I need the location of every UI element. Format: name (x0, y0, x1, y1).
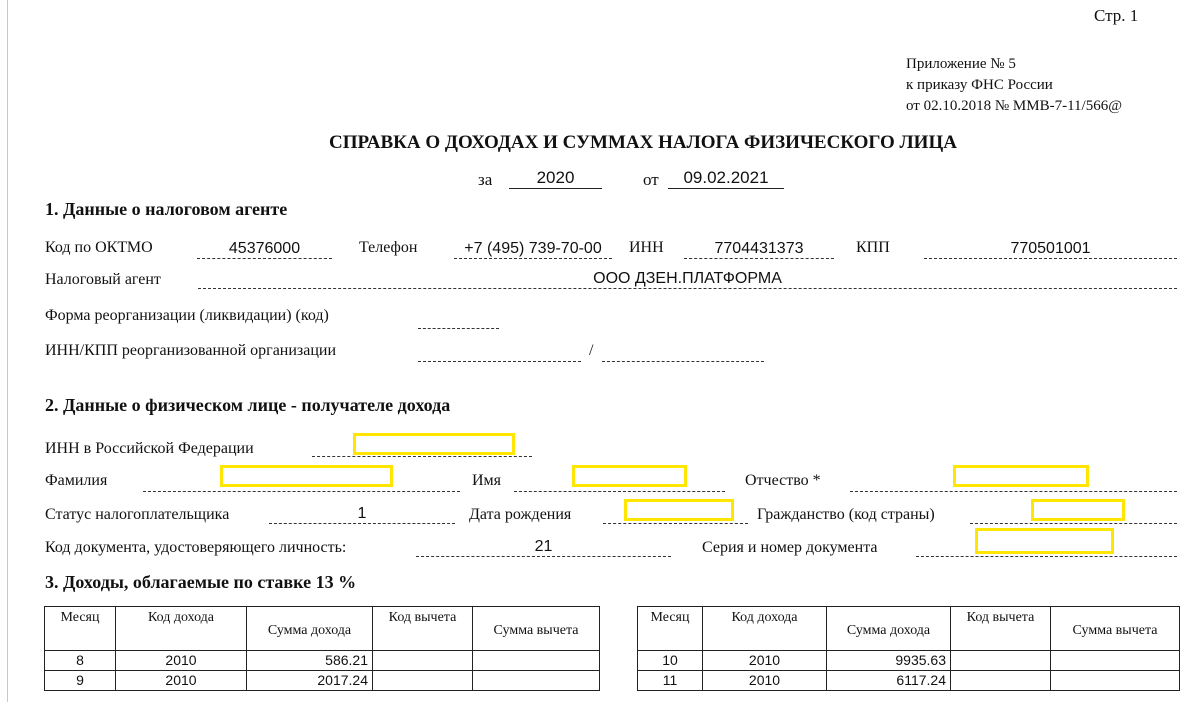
phone-label: Телефон (359, 239, 418, 256)
tax-agent-value: ООО ДЗЕН.ПЛАТФОРМА (198, 269, 1177, 289)
redaction-box-patronymic (953, 465, 1089, 487)
oktmo-label: Код по ОКТМО (45, 239, 153, 256)
taxpayer-status-label: Статус налогоплательщика (45, 506, 230, 523)
period-za-label: за (478, 170, 493, 189)
redaction-box-citizenship (1031, 499, 1125, 521)
cell-deduction-code (951, 671, 1051, 691)
cell-deduction-amount (1051, 651, 1180, 671)
appendix-line-1: Приложение № 5 (906, 56, 1016, 72)
tax-agent-label: Налоговый агент (45, 271, 161, 288)
col-header-income-amount: Сумма дохода (247, 607, 373, 651)
cell-income-code: 2010 (116, 671, 247, 691)
appendix-line-3: от 02.10.2018 № ММВ-7-11/566@ (906, 98, 1123, 114)
birth-date-label: Дата рождения (469, 506, 572, 523)
kpp-value: 770501001 (924, 239, 1177, 259)
reorg-form-value (418, 309, 499, 329)
section2-heading: 2. Данные о физическом лице - получателе дохода (45, 395, 451, 415)
name-label: Имя (472, 472, 502, 489)
col-header-month: Месяц (45, 607, 116, 651)
document-title: СПРАВКА О ДОХОДАХ И СУММАХ НАЛОГА ФИЗИЧЕСКОГО ЛИЦА (329, 132, 957, 153)
cell-deduction-amount (473, 671, 600, 691)
taxpayer-status-value: 1 (269, 504, 455, 524)
cell-deduction-amount (1051, 671, 1180, 691)
reorg-kpp-value (602, 342, 764, 362)
page-number: Стр. 1 (1094, 6, 1139, 25)
section3-heading: 3. Доходы, облагаемые по ставке 13 % (45, 572, 357, 592)
citizenship-label: Гражданство (код страны) (757, 506, 935, 523)
col-header-income-code: Код дохода (116, 607, 247, 651)
table-row (638, 671, 1180, 691)
col-header-deduction-amount: Сумма вычета (473, 607, 600, 651)
redaction-box-birth-date (624, 499, 734, 521)
col-header-deduction-code: Код вычета (951, 607, 1051, 651)
reorg-form-label: Форма реорганизации (ликвидации) (код) (45, 307, 329, 324)
period-ot-label: от (643, 170, 659, 189)
appendix-line-2: к приказу ФНС России (906, 77, 1053, 93)
reorg-inn-value (418, 342, 581, 362)
cell-month: 10 (638, 651, 703, 671)
agent-inn-value: 7704431373 (684, 239, 834, 259)
col-header-month: Месяц (638, 607, 703, 651)
cell-income-amount: 2017.24 (247, 671, 373, 691)
period-year: 2020 (509, 168, 602, 189)
redaction-box-surname (220, 465, 393, 487)
doc-code-value: 21 (416, 537, 671, 557)
phone-value: +7 (495) 739-70-00 (454, 239, 612, 259)
table-header-row (638, 607, 1180, 651)
agent-inn-label: ИНН (629, 239, 664, 256)
cell-month: 11 (638, 671, 703, 691)
col-header-deduction-amount: Сумма вычета (1051, 607, 1180, 651)
cell-deduction-code (373, 651, 473, 671)
period-date: 09.02.2021 (668, 168, 784, 189)
col-header-income-amount: Сумма дохода (827, 607, 951, 651)
table-row (638, 651, 1180, 671)
reorg-separator: / (589, 342, 594, 359)
oktmo-value: 45376000 (197, 239, 332, 259)
cell-deduction-code (951, 651, 1051, 671)
cell-deduction-amount (473, 651, 600, 671)
income-table-right (637, 606, 1180, 691)
cell-income-code: 2010 (703, 651, 827, 671)
cell-month: 8 (45, 651, 116, 671)
person-inn-label: ИНН в Российской Федерации (45, 440, 254, 457)
patronymic-label: Отчество * (745, 472, 821, 489)
page-edge-rule (7, 0, 8, 702)
section1-heading: 1. Данные о налоговом агенте (45, 199, 288, 219)
redaction-box-name (572, 465, 687, 487)
doc-code-label: Код документа, удостоверяющего личность: (45, 539, 347, 556)
cell-income-amount: 6117.24 (827, 671, 951, 691)
redaction-box-doc-series (975, 528, 1114, 554)
cell-income-code: 2010 (116, 651, 247, 671)
table-header-row (45, 607, 600, 651)
table-row (45, 651, 600, 671)
cell-income-amount: 9935.63 (827, 651, 951, 671)
col-header-income-code: Код дохода (703, 607, 827, 651)
col-header-deduction-code: Код вычета (373, 607, 473, 651)
redaction-box-inn (353, 433, 515, 455)
income-table-left (44, 606, 600, 691)
cell-deduction-code (373, 671, 473, 691)
cell-income-code: 2010 (703, 671, 827, 691)
table-row (45, 671, 600, 691)
cell-income-amount: 586.21 (247, 651, 373, 671)
doc-series-label: Серия и номер документа (702, 539, 878, 556)
reorg-inn-kpp-label: ИНН/КПП реорганизованной организации (45, 342, 337, 359)
kpp-label: КПП (856, 239, 890, 256)
surname-label: Фамилия (45, 472, 108, 489)
cell-month: 9 (45, 671, 116, 691)
